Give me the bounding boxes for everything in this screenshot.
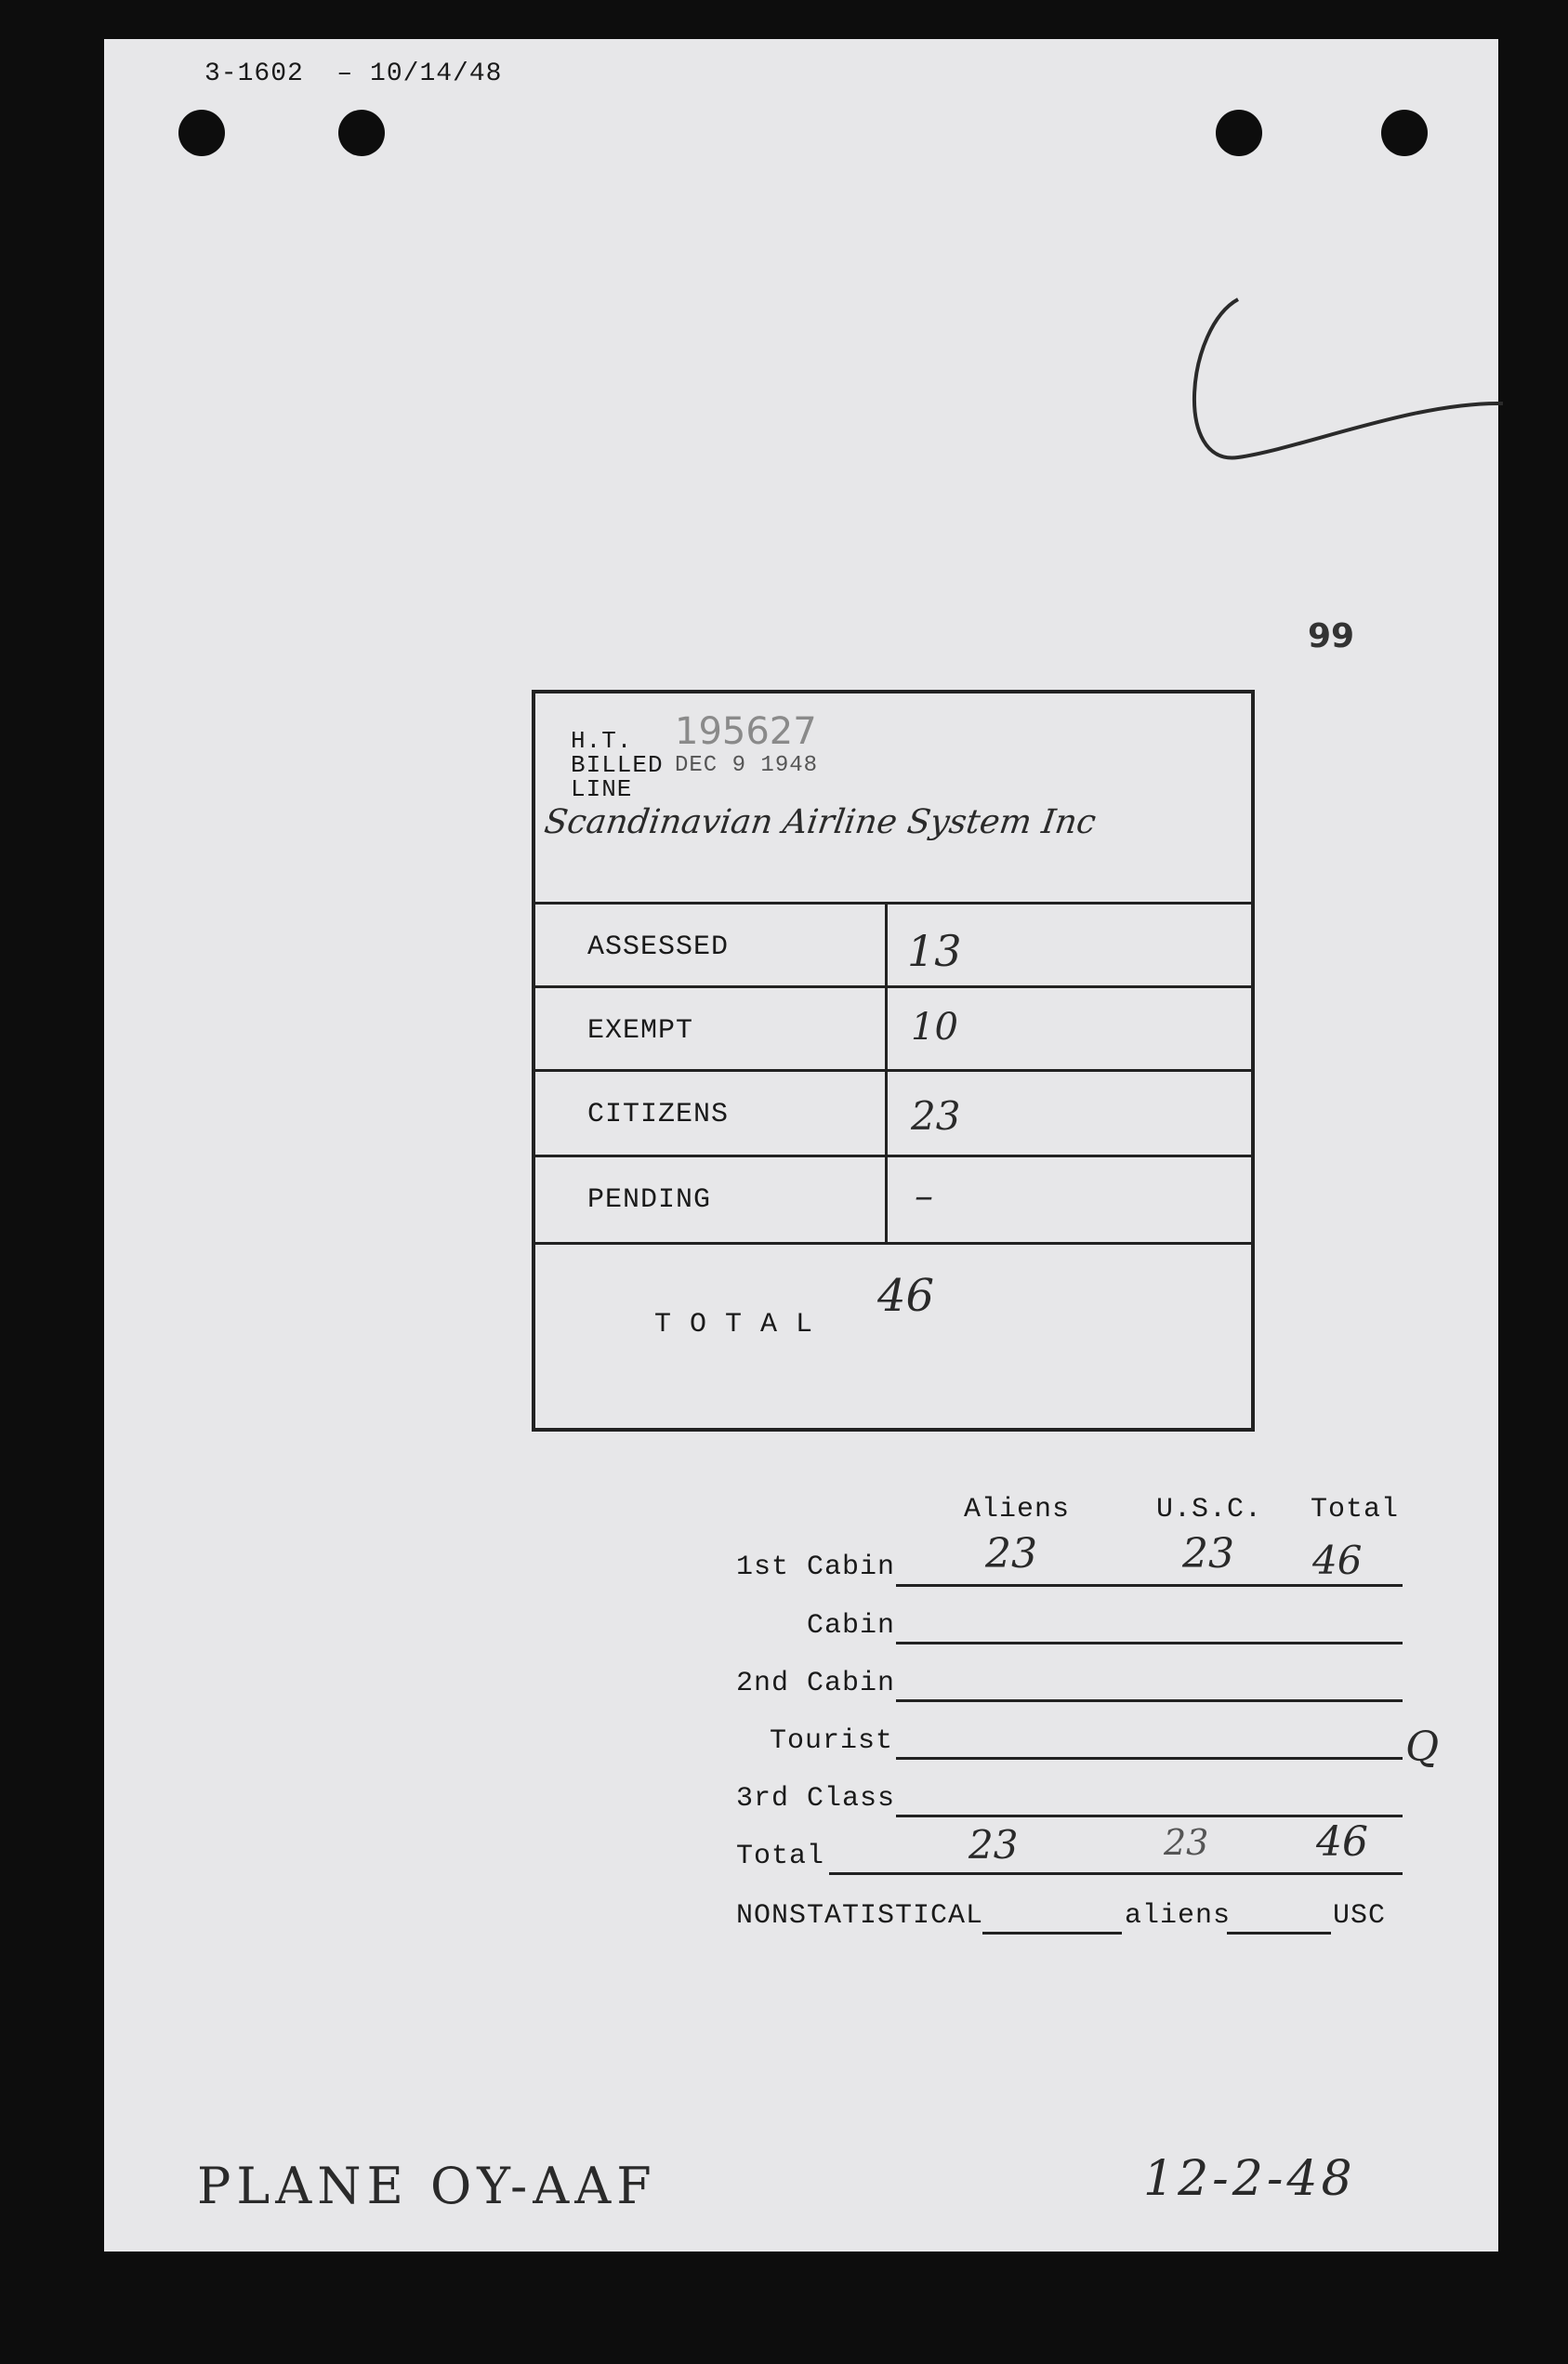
cell-total-usc: 23 (1164, 1822, 1209, 1863)
usc-label: USC (1333, 1900, 1387, 1932)
nonstatistical-label: NONSTATISTICAL (736, 1900, 984, 1932)
pen-stroke-curve (1173, 253, 1508, 495)
billed-date: DEC 9 1948 (675, 753, 819, 778)
document-page (104, 39, 1498, 2252)
line-value: Scandinavian Airline System Inc (542, 803, 1099, 841)
row-label-2nd-cabin: 2nd Cabin (736, 1668, 896, 1699)
col-header-total: Total (1311, 1494, 1400, 1525)
row-value-exempt: 10 (911, 1006, 958, 1049)
cell-1st-usc: 23 (1182, 1530, 1234, 1578)
row-value-assessed: 13 (907, 926, 962, 976)
aliens-label: aliens (1125, 1900, 1232, 1932)
tourist-mark: Q (1405, 1723, 1440, 1771)
line-label: LINE (571, 775, 633, 803)
summary-box (532, 690, 1255, 1432)
punch-hole-left-2 (338, 110, 385, 156)
divider (535, 1242, 1251, 1245)
row-label-tourist: Tourist (770, 1725, 894, 1757)
fill-line (896, 1815, 1403, 1817)
ht-label: H.T. (571, 727, 633, 755)
total-value: 46 (877, 1270, 935, 1322)
row-label-cabin: Cabin (807, 1610, 896, 1642)
cell-1st-aliens: 23 (985, 1530, 1037, 1578)
fill-line (829, 1872, 1403, 1875)
divider (535, 1069, 1251, 1072)
row-value-citizens: 23 (911, 1093, 961, 1139)
row-label-assessed: ASSESSED (587, 931, 730, 963)
fill-line (896, 1584, 1403, 1587)
row-label-pending: PENDING (587, 1184, 712, 1216)
divider (535, 902, 1251, 905)
cell-total-total: 46 (1316, 1818, 1368, 1866)
divider (535, 985, 1251, 988)
footer-plane: PLANE OY-AAF (197, 2157, 657, 2215)
cell-1st-total: 46 (1312, 1538, 1363, 1583)
cell-total-aliens: 23 (968, 1822, 1019, 1868)
divider (885, 902, 888, 1242)
total-label: T O T A L (654, 1309, 814, 1340)
col-header-aliens: Aliens (964, 1494, 1071, 1525)
punch-hole-right (1216, 110, 1262, 156)
punch-hole-left (178, 110, 225, 156)
fill-line (982, 1932, 1122, 1935)
fill-line (1227, 1932, 1331, 1935)
fill-line (896, 1757, 1403, 1760)
billed-label: BILLED (571, 751, 664, 779)
row-label-3rd-class: 3rd Class (736, 1783, 896, 1815)
form-number: 3-1602 – 10/14/48 (204, 59, 503, 88)
punch-hole-right-2 (1381, 110, 1428, 156)
row-label-citizens: CITIZENS (587, 1099, 730, 1130)
fill-line (896, 1699, 1403, 1702)
fill-line (896, 1642, 1403, 1644)
row-label-1st-cabin: 1st Cabin (736, 1552, 896, 1583)
col-header-usc: U.S.C. (1156, 1494, 1263, 1525)
row-label-exempt: EXEMPT (587, 1015, 694, 1047)
ht-number: 195627 (675, 710, 817, 753)
row-value-pending: – (915, 1175, 933, 1218)
row-label-total: Total (736, 1841, 825, 1872)
divider (535, 1155, 1251, 1157)
footer-date: 12-2-48 (1143, 2151, 1356, 2207)
page-number: 99 (1308, 617, 1355, 655)
